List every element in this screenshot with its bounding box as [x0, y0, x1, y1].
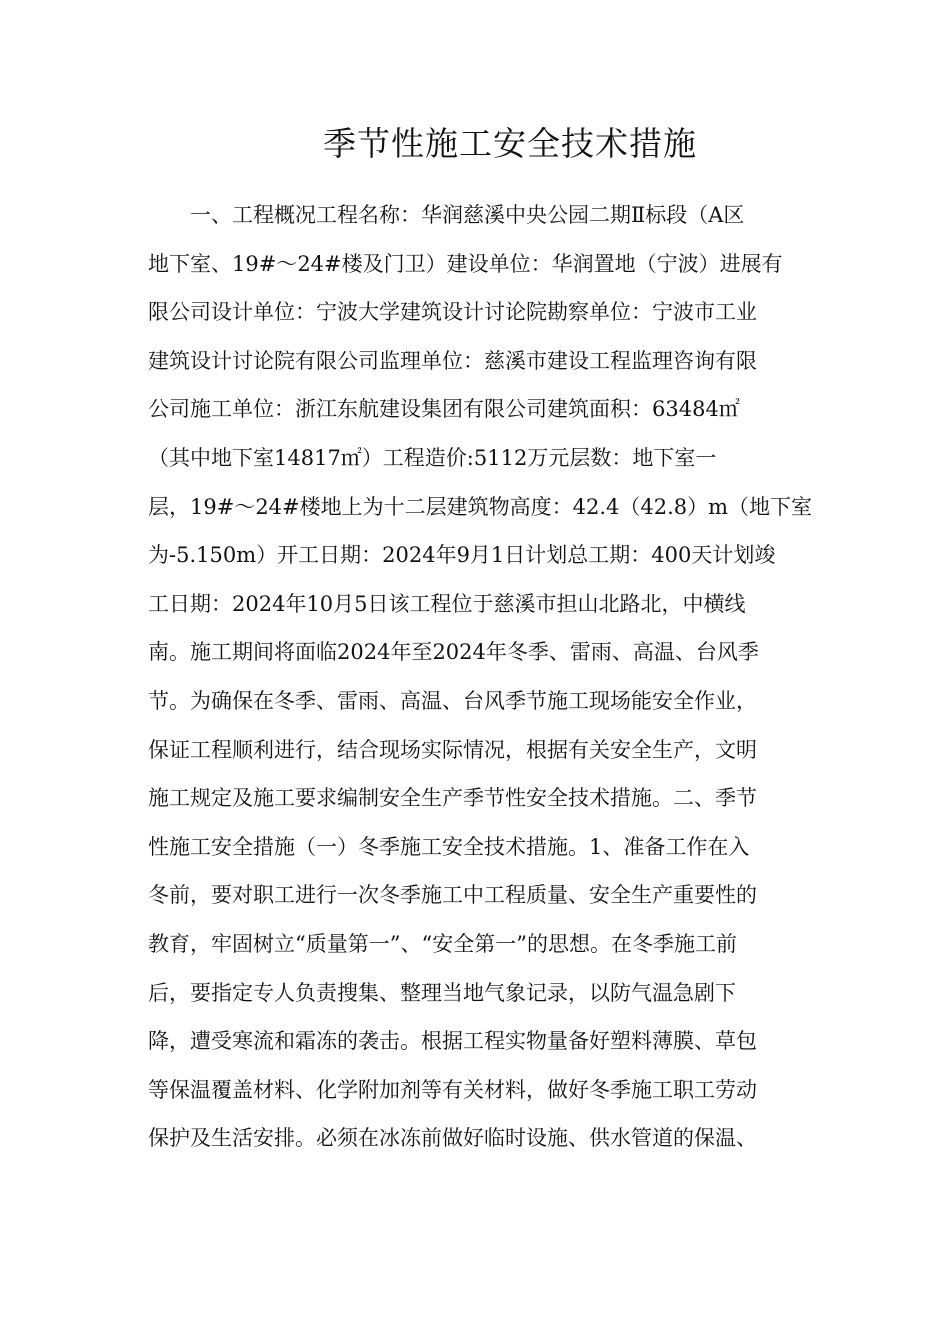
body-line: 性施工安全措施（一）冬季施工安全技术措施。1、准备工作在入 — [148, 834, 750, 859]
body-line: 节。为确保在冬季、雷雨、高温、台风季节施工现场能安全作业， — [148, 688, 757, 713]
body-line: 等保温覆盖材料、化学附加剂等有关材料，做好冬季施工职工劳动 — [148, 1077, 757, 1102]
document-title: 季节性施工安全技术措施 — [323, 124, 697, 163]
body-line: 保护及生活安排。必须在冰冻前做好临时设施、供水管道的保温、 — [148, 1126, 757, 1151]
document-body — [148, 196, 813, 1168]
body-line: 工日期：2024年10月5日该工程位于慈溪市担山北路北，中横线 — [148, 591, 746, 616]
body-line: 教育，牢固树立“质量第一”、“安全第一”的思想。在冬季施工前 — [148, 931, 737, 956]
body-line: 降，遭受寒流和霜冻的袭击。根据工程实物量备好塑料薄膜、草包 — [148, 1029, 757, 1054]
body-line: 施工规定及施工要求编制安全生产季节性安全技术措施。二、季节 — [148, 786, 757, 811]
body-line: 为-5.150m）开工日期：2024年9月1日计划总工期：400天计划竣 — [148, 543, 776, 568]
body-line: 一、工程概况工程名称：华润慈溪中央公园二期Ⅱ标段（A区 — [190, 203, 745, 227]
body-line: 后，要指定专人负责搜集、整理当地气象记录，以防气温急剧下 — [148, 980, 736, 1005]
body-line: 限公司设计单位：宁波大学建筑设计讨论院勘察单位：宁波市工业 — [148, 300, 757, 325]
body-line: 冬前，要对职工进行一次冬季施工中工程质量、安全生产重要性的 — [148, 883, 757, 908]
body-line: （其中地下室14817㎡）工程造价:5112万元层数：地下室一 — [148, 445, 717, 470]
body-line: 南。施工期间将面临2024年至2024年冬季、雷雨、高温、台风季 — [148, 640, 759, 665]
body-line: 层，19#～24#楼地上为十二层建筑物高度：42.4（42.8）m（地下室 — [148, 494, 813, 519]
body-line: 地下室、19#～24#楼及门卫）建设单位：华润置地（宁波）进展有 — [148, 251, 783, 276]
body-line: 保证工程顺利进行，结合现场实际情况，根据有关安全生产，文明 — [148, 737, 757, 762]
body-line: 建筑设计讨论院有限公司监理单位：慈溪市建设工程监理咨询有限 — [148, 348, 757, 373]
body-line: 公司施工单位：浙江东航建设集团有限公司建筑面积：63484㎡ — [148, 397, 740, 422]
